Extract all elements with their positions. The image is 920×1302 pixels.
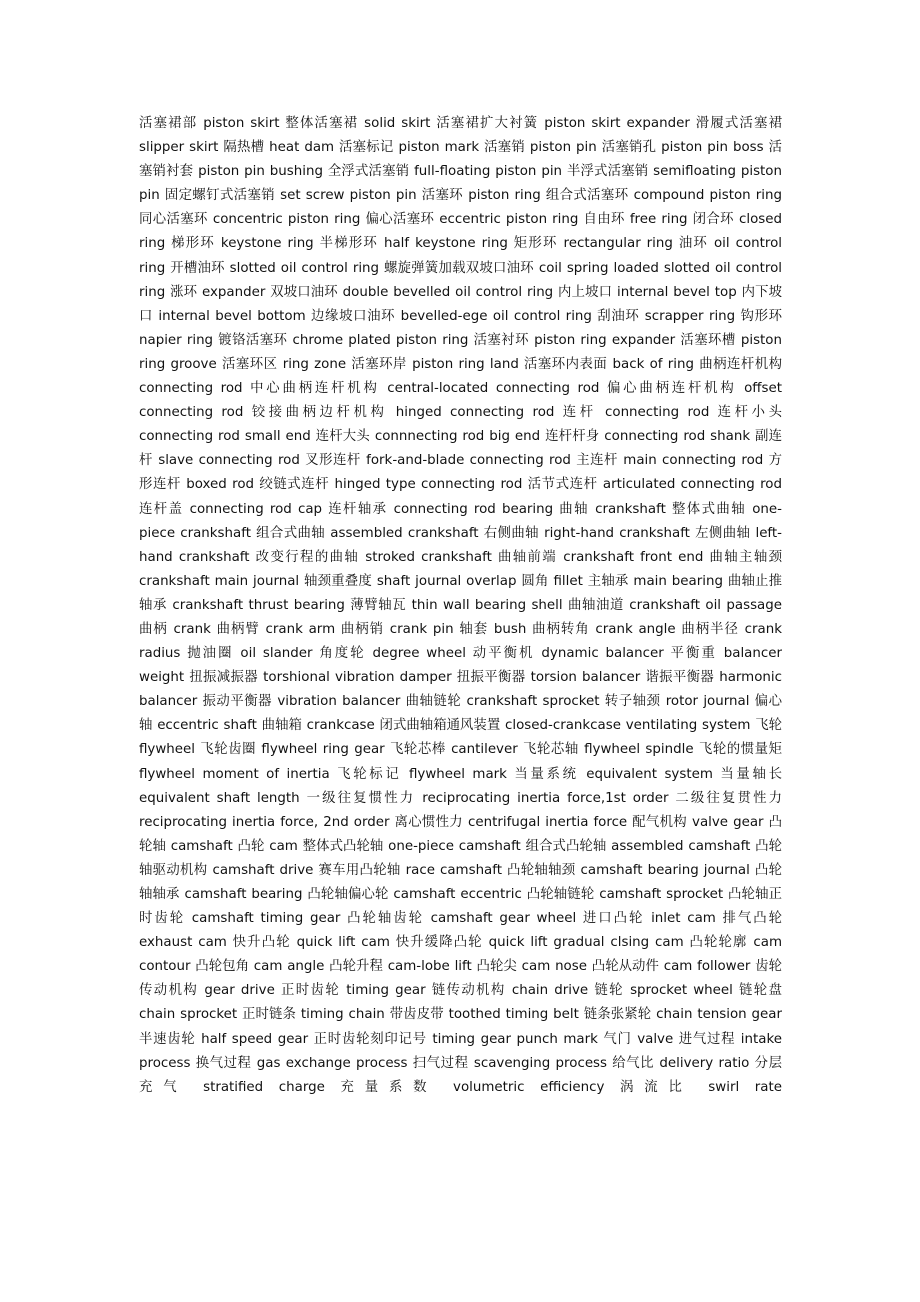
glossary-text: 活塞裙部 piston skirt 整体活塞裙 solid skirt 活塞裙扩大衬簧 piston skirt expander 滑履式活塞裙 slipper skirt 隔热槽 heat dam 活塞标记 piston mark 活塞销 piston pin 活塞销孔 piston pin boss 活塞销衬套 piston pin bushing 全浮式活塞销 full-floating piston pin 半浮式活塞销 semifloating piston pin 固定螺钉式活塞销 set screw piston pin 活塞环 piston ring 组合式活塞环 compound piston ring 同心活塞环 concentric piston ring 偏心活塞环 eccentric piston ring 自由环 free ring 闭合环 closed ring 梯形环 keystone ring 半梯形环 half keystone ring 矩形环 rectangular ring 油环 oil control ring 开槽油环 slotted oil control ring 螺旋弹簧加载双坡口油环 coil spring loaded slotted oil control ring 涨环 expander 双坡口油环 double bevelled oil control ring 内上坡口 internal bevel top 内下坡口 internal bevel bottom 边缘坡口油环 bevelled-ege oil control ring 刮油环 scrapper ring 钩形环 napier ring 镀铬活塞环 chrome plated piston ring 活塞衬环 piston ring expander 活塞环槽 piston ring groove 活塞环区 ring zone 活塞环岸 piston ring land 活塞环内表面 back of ring 曲柄连杆机构 connecting rod 中心曲柄连杆机构 central-located connecting rod 偏心曲柄连杆机构 offset connecting rod 铰接曲柄边杆机构 hinged connecting rod 连杆 connecting rod 连杆小头 connecting rod small end 连杆大头 connnecting rod big end 连杆杆身 connecting rod shank 副连杆 slave connecting rod 叉形连杆 fork-and-blade connecting rod 主连杆 main connecting rod 方形连杆 boxed rod 绞链式连杆 hinged type connecting rod 活节式连杆 articulated connecting rod 连杆盖 connecting rod cap 连杆轴承 connecting rod bearing 曲轴 crankshaft 整体式曲轴 one-piece crankshaft 组合式曲轴 assembled crankshaft 右侧曲轴 right-hand crankshaft 左侧曲轴 left-hand crankshaft 改变行程的曲轴 stroked crankshaft 曲轴前端 crankshaft front end 曲轴主轴颈 crankshaft main journal 轴颈重叠度 shaft journal overlap 圆角 fillet 主轴承 main bearing 曲轴止推轴承 crankshaft thrust bearing 薄臂轴瓦 thin wall bearing shell 曲轴油道 crankshaft oil passage 曲柄 crank 曲柄臂 crank arm 曲柄销 crank pin 轴套 bush 曲柄转角 crank angle 曲柄半径 crank radius 抛油圈 oil slander 角度轮 degree wheel 动平衡机 dynamic balancer 平衡重 balancer weight 扭振减振器 torshional vibration damper 扭振平衡器 torsion balancer 谐振平衡器 harmonic balancer 振动平衡器 vibration balancer 曲轴链轮 crankshaft sprocket 转子轴颈 rotor journal 偏心轴 eccentric shaft 曲轴箱 crankcase 闭式曲轴箱通风装置 closed-crankcase ventilating system 飞轮 flywheel 飞轮齿圈 flywheel ring gear 飞轮芯棒 cantilever 飞轮芯轴 flywheel spindle 飞轮的惯量矩 flywheel moment of inertia 飞轮标记 flywheel mark 当量系统 equivalent system 当量轴长 equivalent shaft length 一级往复惯性力 reciprocating inertia force,1st order 二级往复贯性力 reciprocating inertia force, 2nd order 离心惯性力 centrifugal inertia force 配气机构 valve gear 凸轮轴 camshaft 凸轮 cam 整体式凸轮轴 one-piece camshaft 组合式凸轮轴 assembled camshaft 凸轮轴驱动机构 camshaft drive 赛车用凸轮轴 race camshaft 凸轮轴轴颈 camshaft bearing journal 凸轮轴轴承 camshaft bearing 凸轮轴偏心轮 camshaft eccentric 凸轮轴链轮 camshaft sprocket 凸轮轴正时齿轮 camshaft timing gear 凸轮轴齿轮 camshaft gear wheel 进口凸轮 inlet cam 排气凸轮 exhaust cam 快升凸轮 quick lift cam 快升缓降凸轮 quick lift gradual clsing cam 凸轮轮廓 cam contour 凸轮包角 cam angle 凸轮升程 cam-lobe lift 凸轮尖 cam nose 凸轮从动件 cam follower 齿轮传动机构 gear drive 正时齿轮 timing gear 链传动机构 chain drive 链轮 sprocket wheel 链轮盘 chain sprocket 正时链条 timing chain 带齿皮带 toothed timing belt 链条张紧轮 chain tension gear 半速齿轮 half speed gear 正时齿轮刻印记号 timing gear punch mark 气门 valve 进气过程 intake process 换气过程 gas exchange process 扫气过程 scavenging process 给气比 delivery ratio 分层充气 stratified charge 充量系数 volumetric efficiency 涡流比 swirl rate bbox=[139, 116, 782, 1095]
